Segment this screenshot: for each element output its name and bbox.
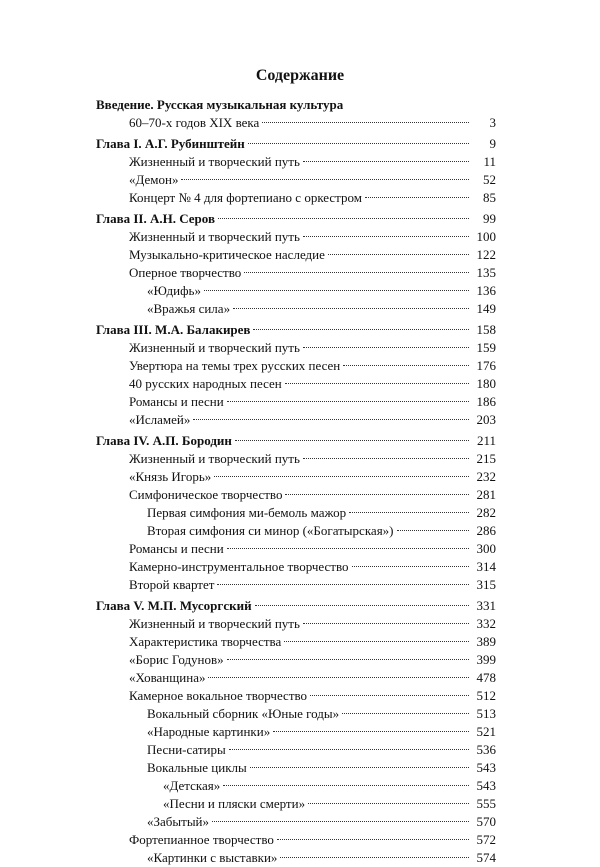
toc-page-number: 399 (476, 652, 496, 667)
toc-page-number: 314 (476, 559, 496, 574)
toc-entry-line (96, 264, 496, 282)
toc-entry-line (96, 210, 496, 228)
toc-page-number: 574 (476, 850, 496, 865)
toc-page-number: 180 (476, 376, 496, 391)
toc-entry-title: Романсы и песни (129, 541, 224, 556)
toc-entry-line (96, 282, 496, 300)
toc-entry-title: Фортепианное творчество (129, 832, 274, 847)
dot-leader (343, 365, 469, 366)
toc-page-number: 52 (483, 172, 496, 187)
toc-entry-title: «Народные картинки» (147, 724, 271, 739)
toc-entry (96, 576, 496, 594)
toc-page-number: 176 (476, 358, 496, 373)
toc-entry-title: Камерное вокальное творчество (129, 688, 308, 703)
toc-entry-title: «Хованщина» (129, 670, 206, 685)
toc-entry-title: Первая симфония ми-бемоль мажор (147, 505, 347, 520)
toc-page-number: 100 (476, 229, 496, 244)
toc-entry-line (96, 831, 496, 849)
dot-leader (365, 197, 469, 198)
toc-entry (96, 468, 496, 486)
toc-entry-title: Жизненный и творческий путь (129, 616, 300, 631)
dot-leader (285, 494, 469, 495)
toc-entry-line (96, 723, 496, 741)
dot-leader (303, 236, 469, 237)
toc-entry-title: Увертюра на темы трех русских песен (129, 358, 341, 373)
toc-entry-title: Камерно-инструментальное творчество (129, 559, 349, 574)
toc-entry-title: Жизненный и творческий путь (129, 340, 300, 355)
toc-entry-line (96, 246, 496, 264)
toc-entry (96, 723, 496, 741)
toc-page-number: 331 (476, 598, 496, 613)
toc-entry-title: Вторая симфония си минор («Богатырская») (147, 523, 394, 538)
dot-leader (280, 857, 469, 858)
toc-entry (96, 339, 496, 357)
toc-entry (96, 759, 496, 777)
toc-page-number: 570 (476, 814, 496, 829)
toc-entry-line (96, 468, 496, 486)
toc-entry (96, 246, 496, 264)
toc-entry-line (96, 393, 496, 411)
toc-entry (96, 795, 496, 813)
toc-entry (96, 615, 496, 633)
dot-leader (284, 641, 469, 642)
toc-page-number: 286 (476, 523, 496, 538)
toc-entry (96, 651, 496, 669)
toc-entry-title: «Вражья сила» (147, 301, 231, 316)
toc-entry-line (96, 321, 496, 339)
toc-entry-line (96, 339, 496, 357)
dot-leader (255, 605, 469, 606)
toc-entry-line (96, 705, 496, 723)
toc-entry-title: Глава I. А.Г. Рубинштейн (96, 136, 245, 151)
toc-entry (96, 687, 496, 705)
toc-page-number: 555 (476, 796, 496, 811)
toc-chapter-entry (96, 597, 496, 615)
dot-leader (208, 677, 469, 678)
dot-leader (253, 329, 469, 330)
toc-page-number: 332 (476, 616, 496, 631)
toc-page-number: 203 (476, 412, 496, 427)
toc-entry-title: «Песни и пляски смерти» (163, 796, 306, 811)
toc-page-number: 300 (476, 541, 496, 556)
toc-entry-line (96, 171, 496, 189)
toc-page-number: 572 (476, 832, 496, 847)
toc-entry-title: Глава IV. А.П. Бородин (96, 433, 232, 448)
toc-entry-line (96, 300, 496, 318)
toc-page-number: 211 (476, 433, 496, 448)
toc-page-number: 99 (483, 211, 496, 226)
toc-entry (96, 300, 496, 318)
dot-leader (233, 308, 469, 309)
toc-page-number: 512 (476, 688, 496, 703)
toc-entry (96, 813, 496, 831)
toc-page-number: 215 (476, 451, 496, 466)
dot-leader (277, 839, 469, 840)
toc-entry-title: Концерт № 4 для фортепиано с оркестром (129, 190, 362, 205)
toc-entry-line (96, 759, 496, 777)
dot-leader (227, 659, 469, 660)
toc-entry-line (96, 687, 496, 705)
toc-entry-line (96, 432, 496, 450)
toc-entry-line (96, 633, 496, 651)
toc-entry (96, 558, 496, 576)
toc-entry-line (96, 669, 496, 687)
toc-entry-title: Жизненный и творческий путь (129, 154, 300, 169)
dot-leader (308, 803, 469, 804)
toc-entry-line (96, 651, 496, 669)
toc-entry (96, 375, 496, 393)
toc-page-number: 136 (476, 283, 496, 298)
toc-entry-title: Симфоническое творчество (129, 487, 283, 502)
toc-entry (96, 540, 496, 558)
toc-entry-line (96, 486, 496, 504)
toc-page-number: 186 (476, 394, 496, 409)
dot-leader (181, 179, 469, 180)
dot-leader (212, 821, 469, 822)
toc-entry-title: Вокальный сборник «Юные годы» (147, 706, 340, 721)
toc-entry (96, 153, 496, 171)
toc-page-number: 122 (476, 247, 496, 262)
toc-page-number: 85 (483, 190, 496, 205)
toc-entry-line (96, 375, 496, 393)
dot-leader (328, 254, 469, 255)
toc-page-number: 3 (489, 115, 496, 130)
toc-chapter-entry (96, 96, 496, 114)
dot-leader (349, 512, 469, 513)
dot-leader (214, 476, 469, 477)
dot-leader (303, 347, 469, 348)
dot-leader (397, 530, 469, 531)
toc-entry-title: «Демон» (129, 172, 179, 187)
toc-page-number: 159 (476, 340, 496, 355)
dot-leader (248, 143, 469, 144)
toc-entry-line (96, 777, 496, 795)
toc-page-number: 543 (476, 778, 496, 793)
toc-entry-line (96, 741, 496, 759)
toc-entry (96, 633, 496, 651)
toc-entry-line (96, 135, 496, 153)
toc-page-number: 281 (476, 487, 496, 502)
toc-entry-title: «Детская» (163, 778, 221, 793)
toc-entry-title: 60–70-х годов XIX века (129, 115, 260, 130)
toc-entry-title: Глава II. А.Н. Серов (96, 211, 215, 226)
toc-page-number: 158 (476, 322, 496, 337)
toc-entry-line (96, 522, 496, 540)
toc-page-number: 11 (483, 154, 496, 169)
toc-entry-line (96, 576, 496, 594)
toc-page-number: 149 (476, 301, 496, 316)
toc-entry (96, 486, 496, 504)
toc-page-number: 543 (476, 760, 496, 775)
toc-page-number: 521 (476, 724, 496, 739)
toc-chapter-entry (96, 135, 496, 153)
toc-chapter-entry (96, 321, 496, 339)
toc-page-number: 513 (476, 706, 496, 721)
toc-entry-title: «Князь Игорь» (129, 469, 212, 484)
toc-entry-title: «Картинки с выставки» (147, 850, 278, 865)
toc-page-number: 232 (476, 469, 496, 484)
toc-entry-title: «Исламей» (129, 412, 191, 427)
toc-entry-title: «Борис Годунов» (129, 652, 224, 667)
toc-entry-line (96, 357, 496, 375)
toc-entry-title: Вокальные циклы (147, 760, 247, 775)
dot-leader (193, 419, 469, 420)
toc-entry (96, 705, 496, 723)
toc-entry-line (96, 597, 496, 615)
toc-entry (96, 171, 496, 189)
toc-entry-line (96, 411, 496, 429)
toc-entry (96, 228, 496, 246)
toc-entry (96, 504, 496, 522)
toc-entry-line (96, 813, 496, 831)
toc-entry-line (96, 615, 496, 633)
dot-leader (310, 695, 469, 696)
toc-entry-line (96, 96, 496, 114)
dot-leader (303, 458, 469, 459)
toc-entry (96, 849, 496, 867)
toc-entry (96, 450, 496, 468)
dot-leader (204, 290, 469, 291)
toc-entry (96, 669, 496, 687)
toc-entry (96, 831, 496, 849)
toc-page-number: 282 (476, 505, 496, 520)
toc-entry (96, 264, 496, 282)
dot-leader (352, 566, 469, 567)
toc-page-number: 135 (476, 265, 496, 280)
toc-entry-line (96, 450, 496, 468)
toc-entry-line (96, 849, 496, 867)
dot-leader (250, 767, 469, 768)
toc-entry (96, 777, 496, 795)
dot-leader (217, 584, 469, 585)
toc-page-number: 389 (476, 634, 496, 649)
toc-entry-title: Жизненный и творческий путь (129, 229, 300, 244)
dot-leader (273, 731, 469, 732)
toc-entry-title: Песни-сатиры (147, 742, 226, 757)
toc-entry-line (96, 114, 496, 132)
toc-entry (96, 282, 496, 300)
dot-leader (303, 161, 469, 162)
toc-entry (96, 189, 496, 207)
toc-entry (96, 114, 496, 132)
page-title: Содержание (255, 67, 345, 84)
toc-page-number: 9 (489, 136, 496, 151)
toc-entry-title: Глава III. М.А. Балакирев (96, 322, 251, 337)
dot-leader (218, 218, 469, 219)
toc-entry-title: Второй квартет (129, 577, 215, 592)
toc-entry-title: Оперное творчество (129, 265, 242, 280)
toc-entry (96, 393, 496, 411)
dot-leader (285, 383, 469, 384)
table-of-contents (96, 96, 496, 867)
toc-entry-title: Характеристика творчества (129, 634, 282, 649)
toc-entry-line (96, 504, 496, 522)
dot-leader (227, 401, 469, 402)
toc-entry-title: Музыкально-критическое наследие (129, 247, 325, 262)
toc-page-number: 315 (476, 577, 496, 592)
toc-entry (96, 522, 496, 540)
toc-entry-title: Жизненный и творческий путь (129, 451, 300, 466)
dot-leader (223, 785, 469, 786)
toc-entry-line (96, 558, 496, 576)
toc-page-number: 536 (476, 742, 496, 757)
dot-leader (227, 548, 469, 549)
toc-entry-line (96, 540, 496, 558)
toc-entry-line (96, 228, 496, 246)
dot-leader (235, 440, 469, 441)
dot-leader (244, 272, 469, 273)
toc-entry-line (96, 795, 496, 813)
toc-entry-title: «Забытый» (147, 814, 210, 829)
toc-chapter-entry (96, 210, 496, 228)
dot-leader (262, 122, 469, 123)
toc-entry-title: 40 русских народных песен (129, 376, 282, 391)
toc-entry-title: «Юдифь» (147, 283, 201, 298)
toc-entry-title: Глава V. М.П. Мусоргский (96, 598, 252, 613)
toc-page-number: 478 (476, 670, 496, 685)
dot-leader (342, 713, 469, 714)
toc-entry (96, 411, 496, 429)
toc-entry-line (96, 189, 496, 207)
toc-entry (96, 357, 496, 375)
toc-entry (96, 741, 496, 759)
toc-chapter-entry (96, 432, 496, 450)
toc-entry-title: Романсы и песни (129, 394, 224, 409)
toc-entry-title: Введение. Русская музыкальная культура (96, 97, 344, 112)
dot-leader (303, 623, 469, 624)
toc-entry-line (96, 153, 496, 171)
